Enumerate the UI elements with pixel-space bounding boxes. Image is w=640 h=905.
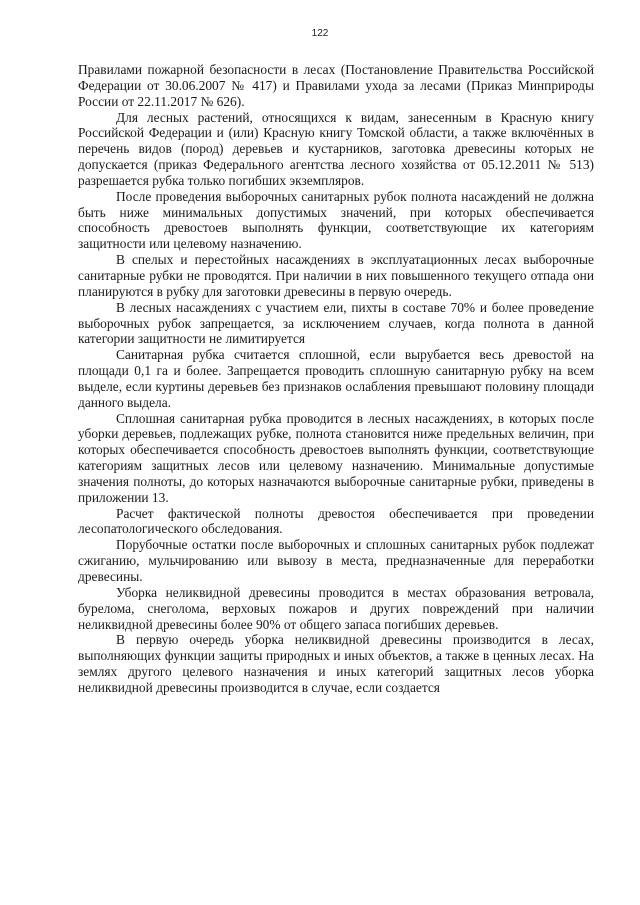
paragraph-red-book-plants: Для лесных растений, относящихся к видам, занесенным в Красную книгу Российской Федерации и (или) Красную книгу Томской области, а также включённых в перечень видов (пород) деревьев и кустарников, заготовка древесины которых не допускается (приказ Федерального агентства лесного хозяйства от 05.12.2011 № 513) разрешается рубка только погибших экземпляров. xyxy=(78,109,594,188)
paragraph-spruce-fir: В лесных насаждениях с участием ели, пихты в составе 70% и более проведение выборочных рубок запрещается, за исключением случаев, когда полнота в данной категории защитности не лимитируется xyxy=(78,299,594,347)
page-number: 122 xyxy=(311,28,329,39)
paragraph-logging-residues: Порубочные остатки после выборочных и сплошных санитарных рубок подлежат сжиганию, мульчированию или вывозу в места, предназначенные для переработки древесины. xyxy=(78,537,594,584)
paragraph-continuation: Правилами пожарной безопасности в лесах (Постановление Правительства Российской Федерации от 30.06.2007 № 417) и Правилами ухода за лесами (Приказ Минприроды России от 22.11.2017 № 626). xyxy=(78,62,594,109)
paragraph-clear-felling-conditions: Сплошная санитарная рубка проводится в лесных насаждениях, в которых после уборки деревьев, подлежащих рубке, полнота становится ниже предельных величин, при которых обеспечивается способность древостоев выполнять функции, соответствующие категориям защитных лесов или целевому назначению. Минимальные допустимые значения полноты, до которых назначаются выборочные санитарные рубки, приведены в приложении 13. xyxy=(78,410,594,505)
paragraph-illiquid-wood: Уборка неликвидной древесины проводится в местах образования ветровала, бурелома, снеголома, верховых пожаров и других повреждений при наличии неликвидной древесины более 90% от общего запаса погибших деревьев. xyxy=(78,584,594,632)
paragraph-density-calculation: Расчет фактической полноты древостоя обеспечивается при проведении лесопатологического обследования. xyxy=(78,505,594,537)
paragraph-clear-felling-definition: Санитарная рубка считается сплошной, если вырубается весь древостой на площади 0,1 га и более. Запрещается проводить сплошную санитарную рубку на всем выделе, если куртины деревьев без признаков ослабления превышают половину площади данного выдела. xyxy=(78,347,594,410)
document-body xyxy=(78,62,594,696)
paragraph-priority-cleanup: В первую очередь уборка неликвидной древесины производится в лесах, выполняющих функции защиты природных и иных объектов, а также в ценных лесах. На землях другого целевого назначения и иных категорий защитных лесов уборка неликвидной древесины производится в случае, если создается xyxy=(78,632,594,695)
paragraph-min-density: После проведения выборочных санитарных рубок полнота насаждений не должна быть ниже минимальных допустимых значений, при которых обеспечивается способность древостоев выполнять функции, соответствующие их категориям защитности или целевому назначению. xyxy=(78,188,594,252)
paragraph-mature-stands: В спелых и перестойных насаждениях в эксплуатационных лесах выборочные санитарные рубки не проводятся. При наличии в них повышенного текущего отпада они планируются в рубку для заготовки древесины в первую очередь. xyxy=(78,252,594,299)
